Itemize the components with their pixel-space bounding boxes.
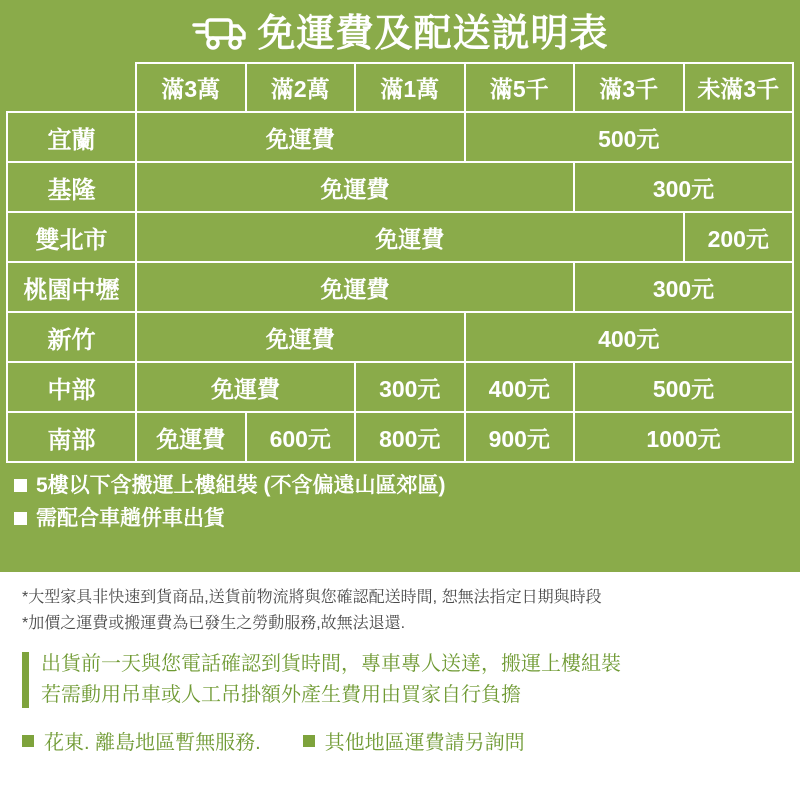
table-cell: 免運費 [136, 312, 465, 362]
bullet-square-icon [14, 512, 27, 525]
table-row-header: 南部 [7, 412, 136, 462]
table-row-header: 宜蘭 [7, 112, 136, 162]
table-row [7, 312, 793, 362]
table-cell: 免運費 [136, 212, 684, 262]
table-cell: 免運費 [136, 162, 574, 212]
notes-list [0, 463, 800, 531]
table-cell: 400元 [465, 362, 575, 412]
table-row [7, 362, 793, 412]
table-cell: 免運費 [136, 412, 246, 462]
table-cell: 400元 [465, 312, 794, 362]
note-item [14, 473, 786, 498]
table-column-header: 滿5千 [465, 63, 575, 112]
fee-table-container [0, 62, 800, 463]
table-cell: 200元 [684, 212, 794, 262]
fineprint-line: *加價之運費或搬運費為已發生之勞動服務,故無法退還. [22, 615, 406, 632]
table-column-header: 滿1萬 [355, 63, 465, 112]
note-item [14, 506, 786, 531]
disclaimer-panel [0, 572, 800, 800]
table-cell: 1000元 [574, 412, 793, 462]
fineprint-line: *大型家具非快速到貨商品,送貨前物流將與您確認配送時間, 恕無法指定日期與時段 [22, 589, 602, 606]
table-row-header: 雙北市 [7, 212, 136, 262]
table-header-row [7, 63, 793, 112]
bottom-note-item [22, 726, 261, 755]
table-cell: 600元 [246, 412, 356, 462]
table-cell: 800元 [355, 412, 465, 462]
bottom-notes [22, 726, 782, 755]
truck-icon [191, 14, 247, 54]
table-row [7, 112, 793, 162]
table-corner-cell [7, 63, 136, 112]
table-row [7, 262, 793, 312]
table-cell: 500元 [574, 362, 793, 412]
accent-bar [22, 652, 29, 708]
table-column-header: 滿3萬 [136, 63, 246, 112]
table-cell: 300元 [574, 162, 793, 212]
highlight-line: 出貨前一天與您電話確認到貨時間，專車專人送達，搬運上樓組裝 [41, 653, 621, 675]
table-row-header: 基隆 [7, 162, 136, 212]
page-title-text: 免運費及配送説明表 [257, 13, 609, 55]
highlight-line: 若需動用吊車或人工吊掛額外產生費用由買家自行負擔 [41, 684, 521, 706]
note-text: 5樓以下含搬運上樓組裝 (不含偏遠山區郊區) [36, 474, 446, 497]
bottom-note-text: 花東. 離島地區暫無服務. [44, 732, 261, 754]
table-row-header: 新竹 [7, 312, 136, 362]
bullet-square-icon [22, 735, 34, 747]
table-cell: 900元 [465, 412, 575, 462]
table-row-header: 桃園中壢 [7, 262, 136, 312]
highlight-block [22, 652, 782, 708]
table-column-header: 滿3千 [574, 63, 684, 112]
bottom-note-text: 其他地區運費請另詢問 [324, 732, 525, 754]
table-cell: 免運費 [136, 112, 465, 162]
fee-table [6, 62, 794, 463]
table-row [7, 162, 793, 212]
table-column-header: 未滿3千 [684, 63, 794, 112]
bullet-square-icon [14, 479, 27, 492]
table-cell: 免運費 [136, 362, 355, 412]
table-row [7, 412, 793, 462]
table-row [7, 212, 793, 262]
table-cell: 300元 [355, 362, 465, 412]
note-text: 需配合車趟併車出貨 [36, 507, 225, 531]
bullet-square-icon [303, 735, 315, 747]
table-cell: 500元 [465, 112, 794, 162]
page-title [0, 0, 800, 62]
table-cell: 免運費 [136, 262, 574, 312]
table-cell: 300元 [574, 262, 793, 312]
table-row-header: 中部 [7, 362, 136, 412]
table-column-header: 滿2萬 [246, 63, 356, 112]
bottom-note-item [303, 726, 525, 755]
